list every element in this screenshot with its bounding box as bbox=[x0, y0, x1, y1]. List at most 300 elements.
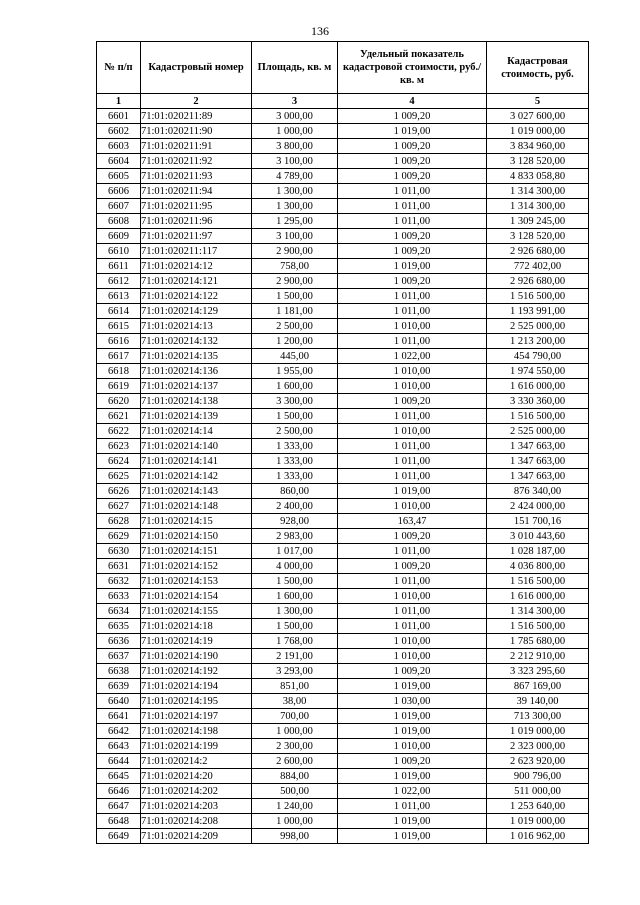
cadastral-cost: 3 834 960,00 bbox=[487, 139, 589, 154]
cadastral-number: 71:01:020214:197 bbox=[141, 709, 252, 724]
cadastral-number: 71:01:020214:154 bbox=[141, 589, 252, 604]
area-value: 38,00 bbox=[252, 694, 338, 709]
area-value: 1 300,00 bbox=[252, 184, 338, 199]
row-number: 6636 bbox=[97, 634, 141, 649]
column-number-row bbox=[97, 94, 589, 109]
specific-value: 1 011,00 bbox=[338, 454, 487, 469]
table-row bbox=[97, 289, 589, 304]
table-row bbox=[97, 214, 589, 229]
cadastral-cost: 1 347 663,00 bbox=[487, 439, 589, 454]
area-value: 3 293,00 bbox=[252, 664, 338, 679]
table-row bbox=[97, 304, 589, 319]
specific-value: 1 009,20 bbox=[338, 274, 487, 289]
cadastral-cost: 1 309 245,00 bbox=[487, 214, 589, 229]
specific-value: 1 022,00 bbox=[338, 784, 487, 799]
area-value: 860,00 bbox=[252, 484, 338, 499]
area-value: 2 400,00 bbox=[252, 499, 338, 514]
cadastral-cost: 772 402,00 bbox=[487, 259, 589, 274]
row-number: 6642 bbox=[97, 724, 141, 739]
specific-value: 1 011,00 bbox=[338, 214, 487, 229]
area-value: 445,00 bbox=[252, 349, 338, 364]
cadastral-number: 71:01:020214:129 bbox=[141, 304, 252, 319]
cadastral-table bbox=[96, 41, 589, 844]
area-value: 1 000,00 bbox=[252, 124, 338, 139]
table-row bbox=[97, 484, 589, 499]
cadastral-cost: 511 000,00 bbox=[487, 784, 589, 799]
table-row bbox=[97, 679, 589, 694]
cadastral-cost: 3 128 520,00 bbox=[487, 229, 589, 244]
cadastral-number: 71:01:020214:20 bbox=[141, 769, 252, 784]
specific-value: 1 022,00 bbox=[338, 349, 487, 364]
cadastral-number: 71:01:020214:122 bbox=[141, 289, 252, 304]
table-body bbox=[97, 109, 589, 844]
table-row bbox=[97, 139, 589, 154]
cadastral-number: 71:01:020214:2 bbox=[141, 754, 252, 769]
table-row bbox=[97, 394, 589, 409]
specific-value: 1 019,00 bbox=[338, 814, 487, 829]
area-value: 1 300,00 bbox=[252, 604, 338, 619]
specific-value: 1 011,00 bbox=[338, 304, 487, 319]
cadastral-cost: 1 314 300,00 bbox=[487, 199, 589, 214]
row-number: 6617 bbox=[97, 349, 141, 364]
area-value: 1 017,00 bbox=[252, 544, 338, 559]
row-number: 6602 bbox=[97, 124, 141, 139]
cadastral-number: 71:01:020211:90 bbox=[141, 124, 252, 139]
table-row bbox=[97, 379, 589, 394]
row-number: 6607 bbox=[97, 199, 141, 214]
area-value: 1 768,00 bbox=[252, 634, 338, 649]
area-value: 2 500,00 bbox=[252, 319, 338, 334]
cadastral-number: 71:01:020214:18 bbox=[141, 619, 252, 634]
header-cadastral-number: Кадастровый номер bbox=[141, 42, 252, 94]
table-row bbox=[97, 514, 589, 529]
cadastral-cost: 1 193 991,00 bbox=[487, 304, 589, 319]
cadastral-number: 71:01:020211:117 bbox=[141, 244, 252, 259]
row-number: 6628 bbox=[97, 514, 141, 529]
cadastral-number: 71:01:020214:137 bbox=[141, 379, 252, 394]
specific-value: 1 010,00 bbox=[338, 739, 487, 754]
cadastral-cost: 1 253 640,00 bbox=[487, 799, 589, 814]
cadastral-number: 71:01:020214:136 bbox=[141, 364, 252, 379]
cadastral-cost: 2 525 000,00 bbox=[487, 319, 589, 334]
cadastral-number: 71:01:020214:195 bbox=[141, 694, 252, 709]
area-value: 4 789,00 bbox=[252, 169, 338, 184]
cadastral-cost: 876 340,00 bbox=[487, 484, 589, 499]
area-value: 2 191,00 bbox=[252, 649, 338, 664]
area-value: 4 000,00 bbox=[252, 559, 338, 574]
area-value: 3 000,00 bbox=[252, 109, 338, 124]
cadastral-number: 71:01:020214:202 bbox=[141, 784, 252, 799]
cadastral-cost: 1 516 500,00 bbox=[487, 289, 589, 304]
cadastral-cost: 1 028 187,00 bbox=[487, 544, 589, 559]
area-value: 1 181,00 bbox=[252, 304, 338, 319]
table-row bbox=[97, 559, 589, 574]
table-row bbox=[97, 544, 589, 559]
specific-value: 1 009,20 bbox=[338, 754, 487, 769]
specific-value: 1 019,00 bbox=[338, 484, 487, 499]
area-value: 1 955,00 bbox=[252, 364, 338, 379]
specific-value: 1 019,00 bbox=[338, 709, 487, 724]
row-number: 6644 bbox=[97, 754, 141, 769]
table-row bbox=[97, 169, 589, 184]
table-row bbox=[97, 529, 589, 544]
area-value: 2 900,00 bbox=[252, 244, 338, 259]
cadastral-cost: 1 616 000,00 bbox=[487, 589, 589, 604]
cadastral-cost: 1 213 200,00 bbox=[487, 334, 589, 349]
table-row bbox=[97, 619, 589, 634]
cadastral-number: 71:01:020214:192 bbox=[141, 664, 252, 679]
table-row bbox=[97, 604, 589, 619]
specific-value: 1 010,00 bbox=[338, 499, 487, 514]
table-row bbox=[97, 259, 589, 274]
area-value: 1 200,00 bbox=[252, 334, 338, 349]
row-number: 6609 bbox=[97, 229, 141, 244]
cadastral-number: 71:01:020214:141 bbox=[141, 454, 252, 469]
table-row bbox=[97, 784, 589, 799]
cadastral-number: 71:01:020211:92 bbox=[141, 154, 252, 169]
row-number: 6612 bbox=[97, 274, 141, 289]
cadastral-number: 71:01:020211:95 bbox=[141, 199, 252, 214]
table-row bbox=[97, 649, 589, 664]
cadastral-cost: 2 926 680,00 bbox=[487, 274, 589, 289]
table-row bbox=[97, 634, 589, 649]
table-row bbox=[97, 499, 589, 514]
row-number: 6623 bbox=[97, 439, 141, 454]
specific-value: 1 010,00 bbox=[338, 424, 487, 439]
row-number: 6601 bbox=[97, 109, 141, 124]
cadastral-cost: 4 036 800,00 bbox=[487, 559, 589, 574]
cadastral-cost: 39 140,00 bbox=[487, 694, 589, 709]
area-value: 1 600,00 bbox=[252, 589, 338, 604]
row-number: 6641 bbox=[97, 709, 141, 724]
row-number: 6624 bbox=[97, 454, 141, 469]
table-row bbox=[97, 799, 589, 814]
area-value: 1 333,00 bbox=[252, 439, 338, 454]
cadastral-cost: 3 128 520,00 bbox=[487, 154, 589, 169]
area-value: 1 500,00 bbox=[252, 289, 338, 304]
row-number: 6613 bbox=[97, 289, 141, 304]
cadastral-cost: 713 300,00 bbox=[487, 709, 589, 724]
row-number: 6615 bbox=[97, 319, 141, 334]
cadastral-cost: 1 016 962,00 bbox=[487, 829, 589, 844]
table-row bbox=[97, 274, 589, 289]
specific-value: 1 011,00 bbox=[338, 439, 487, 454]
cadastral-number: 71:01:020214:139 bbox=[141, 409, 252, 424]
row-number: 6614 bbox=[97, 304, 141, 319]
row-number: 6625 bbox=[97, 469, 141, 484]
area-value: 3 100,00 bbox=[252, 154, 338, 169]
table-row bbox=[97, 694, 589, 709]
row-number: 6608 bbox=[97, 214, 141, 229]
area-value: 851,00 bbox=[252, 679, 338, 694]
row-number: 6637 bbox=[97, 649, 141, 664]
table-row bbox=[97, 469, 589, 484]
cadastral-number: 71:01:020211:96 bbox=[141, 214, 252, 229]
cadastral-number: 71:01:020214:135 bbox=[141, 349, 252, 364]
cadastral-number: 71:01:020214:19 bbox=[141, 634, 252, 649]
cadastral-number: 71:01:020211:93 bbox=[141, 169, 252, 184]
cadastral-number: 71:01:020214:199 bbox=[141, 739, 252, 754]
row-number: 6643 bbox=[97, 739, 141, 754]
cadastral-number: 71:01:020214:208 bbox=[141, 814, 252, 829]
cadastral-cost: 1 019 000,00 bbox=[487, 724, 589, 739]
specific-value: 1 010,00 bbox=[338, 319, 487, 334]
specific-value: 1 009,20 bbox=[338, 169, 487, 184]
area-value: 2 300,00 bbox=[252, 739, 338, 754]
specific-value: 1 011,00 bbox=[338, 544, 487, 559]
area-value: 3 300,00 bbox=[252, 394, 338, 409]
specific-value: 1 009,20 bbox=[338, 559, 487, 574]
table-row bbox=[97, 124, 589, 139]
cadastral-number: 71:01:020214:143 bbox=[141, 484, 252, 499]
header-number: № п/п bbox=[97, 42, 141, 94]
specific-value: 1 011,00 bbox=[338, 799, 487, 814]
area-value: 1 600,00 bbox=[252, 379, 338, 394]
row-number: 6649 bbox=[97, 829, 141, 844]
table-row bbox=[97, 724, 589, 739]
cadastral-cost: 1 785 680,00 bbox=[487, 634, 589, 649]
area-value: 1 333,00 bbox=[252, 469, 338, 484]
area-value: 758,00 bbox=[252, 259, 338, 274]
table-row bbox=[97, 454, 589, 469]
cadastral-number: 71:01:020214:14 bbox=[141, 424, 252, 439]
area-value: 2 600,00 bbox=[252, 754, 338, 769]
row-number: 6603 bbox=[97, 139, 141, 154]
row-number: 6646 bbox=[97, 784, 141, 799]
header-cadastral-cost: Кадастровая стоимость, руб. bbox=[487, 42, 589, 94]
table-row bbox=[97, 589, 589, 604]
cadastral-cost: 3 010 443,60 bbox=[487, 529, 589, 544]
specific-value: 1 009,20 bbox=[338, 664, 487, 679]
specific-value: 163,47 bbox=[338, 514, 487, 529]
specific-value: 1 010,00 bbox=[338, 379, 487, 394]
table-row bbox=[97, 709, 589, 724]
cadastral-number: 71:01:020214:151 bbox=[141, 544, 252, 559]
row-number: 6626 bbox=[97, 484, 141, 499]
table-row bbox=[97, 574, 589, 589]
row-number: 6621 bbox=[97, 409, 141, 424]
table-row bbox=[97, 739, 589, 754]
row-number: 6648 bbox=[97, 814, 141, 829]
table-row bbox=[97, 244, 589, 259]
area-value: 700,00 bbox=[252, 709, 338, 724]
cadastral-number: 71:01:020214:150 bbox=[141, 529, 252, 544]
row-number: 6616 bbox=[97, 334, 141, 349]
specific-value: 1 011,00 bbox=[338, 184, 487, 199]
cadastral-number: 71:01:020214:132 bbox=[141, 334, 252, 349]
specific-value: 1 011,00 bbox=[338, 334, 487, 349]
specific-value: 1 011,00 bbox=[338, 604, 487, 619]
area-value: 2 500,00 bbox=[252, 424, 338, 439]
area-value: 1 000,00 bbox=[252, 814, 338, 829]
row-number: 6622 bbox=[97, 424, 141, 439]
cadastral-cost: 2 926 680,00 bbox=[487, 244, 589, 259]
specific-value: 1 011,00 bbox=[338, 619, 487, 634]
specific-value: 1 030,00 bbox=[338, 694, 487, 709]
cadastral-number: 71:01:020211:89 bbox=[141, 109, 252, 124]
row-number: 6634 bbox=[97, 604, 141, 619]
cadastral-cost: 4 833 058,80 bbox=[487, 169, 589, 184]
cadastral-cost: 1 516 500,00 bbox=[487, 619, 589, 634]
cadastral-number: 71:01:020214:153 bbox=[141, 574, 252, 589]
cadastral-cost: 2 525 000,00 bbox=[487, 424, 589, 439]
cadastral-cost: 1 516 500,00 bbox=[487, 409, 589, 424]
area-value: 884,00 bbox=[252, 769, 338, 784]
row-number: 6639 bbox=[97, 679, 141, 694]
specific-value: 1 009,20 bbox=[338, 109, 487, 124]
cadastral-cost: 1 314 300,00 bbox=[487, 604, 589, 619]
specific-value: 1 009,20 bbox=[338, 394, 487, 409]
specific-value: 1 009,20 bbox=[338, 229, 487, 244]
table-row bbox=[97, 364, 589, 379]
column-number: 2 bbox=[141, 94, 252, 109]
table-row bbox=[97, 439, 589, 454]
header-area: Площадь, кв. м bbox=[252, 42, 338, 94]
header-row bbox=[97, 42, 589, 94]
cadastral-cost: 2 323 000,00 bbox=[487, 739, 589, 754]
column-number: 1 bbox=[97, 94, 141, 109]
row-number: 6635 bbox=[97, 619, 141, 634]
page-number: 136 bbox=[311, 24, 329, 38]
specific-value: 1 011,00 bbox=[338, 409, 487, 424]
area-value: 3 100,00 bbox=[252, 229, 338, 244]
row-number: 6627 bbox=[97, 499, 141, 514]
row-number: 6631 bbox=[97, 559, 141, 574]
specific-value: 1 019,00 bbox=[338, 259, 487, 274]
column-number: 3 bbox=[252, 94, 338, 109]
cadastral-cost: 1 516 500,00 bbox=[487, 574, 589, 589]
cadastral-number: 71:01:020214:142 bbox=[141, 469, 252, 484]
cadastral-number: 71:01:020214:148 bbox=[141, 499, 252, 514]
cadastral-cost: 900 796,00 bbox=[487, 769, 589, 784]
specific-value: 1 011,00 bbox=[338, 469, 487, 484]
cadastral-number: 71:01:020214:121 bbox=[141, 274, 252, 289]
specific-value: 1 011,00 bbox=[338, 574, 487, 589]
row-number: 6632 bbox=[97, 574, 141, 589]
specific-value: 1 010,00 bbox=[338, 634, 487, 649]
cadastral-number: 71:01:020214:203 bbox=[141, 799, 252, 814]
cadastral-cost: 1 314 300,00 bbox=[487, 184, 589, 199]
column-number: 5 bbox=[487, 94, 589, 109]
row-number: 6640 bbox=[97, 694, 141, 709]
specific-value: 1 009,20 bbox=[338, 154, 487, 169]
area-value: 1 500,00 bbox=[252, 574, 338, 589]
row-number: 6638 bbox=[97, 664, 141, 679]
cadastral-number: 71:01:020211:94 bbox=[141, 184, 252, 199]
cadastral-cost: 1 019 000,00 bbox=[487, 814, 589, 829]
cadastral-number: 71:01:020214:140 bbox=[141, 439, 252, 454]
cadastral-cost: 3 323 295,60 bbox=[487, 664, 589, 679]
area-value: 1 300,00 bbox=[252, 199, 338, 214]
table-row bbox=[97, 334, 589, 349]
cadastral-cost: 2 623 920,00 bbox=[487, 754, 589, 769]
table-row bbox=[97, 229, 589, 244]
cadastral-cost: 3 330 360,00 bbox=[487, 394, 589, 409]
cadastral-cost: 867 169,00 bbox=[487, 679, 589, 694]
column-number: 4 bbox=[338, 94, 487, 109]
row-number: 6633 bbox=[97, 589, 141, 604]
specific-value: 1 011,00 bbox=[338, 199, 487, 214]
table-row bbox=[97, 199, 589, 214]
cadastral-number: 71:01:020214:15 bbox=[141, 514, 252, 529]
specific-value: 1 019,00 bbox=[338, 724, 487, 739]
row-number: 6620 bbox=[97, 394, 141, 409]
area-value: 1 333,00 bbox=[252, 454, 338, 469]
row-number: 6606 bbox=[97, 184, 141, 199]
area-value: 1 240,00 bbox=[252, 799, 338, 814]
row-number: 6645 bbox=[97, 769, 141, 784]
row-number: 6647 bbox=[97, 799, 141, 814]
table-row bbox=[97, 109, 589, 124]
header-specific-value: Удельный показатель кадастровой стоимости, руб./кв. м bbox=[338, 42, 487, 94]
area-value: 928,00 bbox=[252, 514, 338, 529]
row-number: 6611 bbox=[97, 259, 141, 274]
specific-value: 1 010,00 bbox=[338, 364, 487, 379]
specific-value: 1 009,20 bbox=[338, 244, 487, 259]
cadastral-number: 71:01:020214:209 bbox=[141, 829, 252, 844]
cadastral-cost: 2 424 000,00 bbox=[487, 499, 589, 514]
cadastral-number: 71:01:020214:152 bbox=[141, 559, 252, 574]
cadastral-number: 71:01:020214:198 bbox=[141, 724, 252, 739]
area-value: 998,00 bbox=[252, 829, 338, 844]
table-row bbox=[97, 754, 589, 769]
row-number: 6618 bbox=[97, 364, 141, 379]
cadastral-number: 71:01:020214:13 bbox=[141, 319, 252, 334]
area-value: 500,00 bbox=[252, 784, 338, 799]
cadastral-cost: 1 974 550,00 bbox=[487, 364, 589, 379]
row-number: 6619 bbox=[97, 379, 141, 394]
specific-value: 1 011,00 bbox=[338, 289, 487, 304]
cadastral-number: 71:01:020211:97 bbox=[141, 229, 252, 244]
specific-value: 1 010,00 bbox=[338, 649, 487, 664]
specific-value: 1 019,00 bbox=[338, 124, 487, 139]
area-value: 2 900,00 bbox=[252, 274, 338, 289]
table-row bbox=[97, 769, 589, 784]
area-value: 3 800,00 bbox=[252, 139, 338, 154]
table-row bbox=[97, 664, 589, 679]
cadastral-cost: 1 347 663,00 bbox=[487, 454, 589, 469]
area-value: 1 500,00 bbox=[252, 409, 338, 424]
cadastral-cost: 151 700,16 bbox=[487, 514, 589, 529]
table-row bbox=[97, 154, 589, 169]
table-row bbox=[97, 829, 589, 844]
specific-value: 1 010,00 bbox=[338, 589, 487, 604]
cadastral-cost: 1 616 000,00 bbox=[487, 379, 589, 394]
table-row bbox=[97, 409, 589, 424]
cadastral-number: 71:01:020214:138 bbox=[141, 394, 252, 409]
row-number: 6629 bbox=[97, 529, 141, 544]
cadastral-cost: 1 347 663,00 bbox=[487, 469, 589, 484]
specific-value: 1 019,00 bbox=[338, 679, 487, 694]
cadastral-number: 71:01:020211:91 bbox=[141, 139, 252, 154]
table-row bbox=[97, 424, 589, 439]
specific-value: 1 019,00 bbox=[338, 829, 487, 844]
specific-value: 1 009,20 bbox=[338, 529, 487, 544]
area-value: 1 000,00 bbox=[252, 724, 338, 739]
row-number: 6610 bbox=[97, 244, 141, 259]
specific-value: 1 009,20 bbox=[338, 139, 487, 154]
table-row bbox=[97, 319, 589, 334]
area-value: 1 295,00 bbox=[252, 214, 338, 229]
specific-value: 1 019,00 bbox=[338, 769, 487, 784]
area-value: 1 500,00 bbox=[252, 619, 338, 634]
cadastral-number: 71:01:020214:190 bbox=[141, 649, 252, 664]
cadastral-cost: 454 790,00 bbox=[487, 349, 589, 364]
cadastral-number: 71:01:020214:194 bbox=[141, 679, 252, 694]
table-row bbox=[97, 349, 589, 364]
cadastral-cost: 1 019 000,00 bbox=[487, 124, 589, 139]
cadastral-number: 71:01:020214:12 bbox=[141, 259, 252, 274]
